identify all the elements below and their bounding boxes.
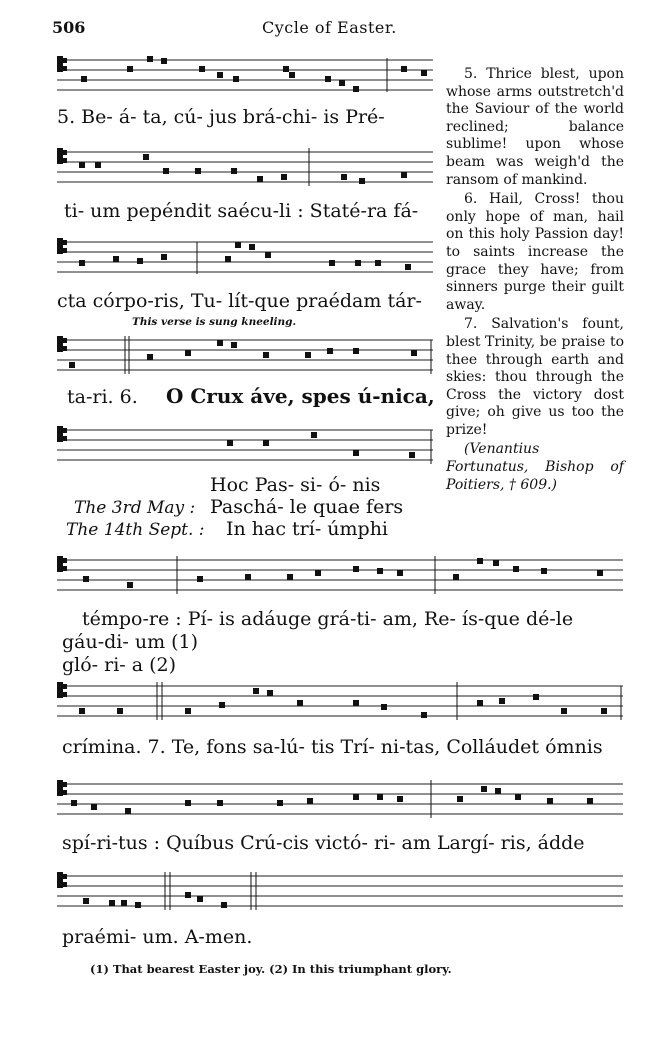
footnote: (1) That bearest Easter joy. (2) In this triumphant glory.	[90, 962, 452, 976]
chant-staff-7	[57, 680, 623, 720]
lyric-line-9: praémi- um. A-men.	[62, 926, 253, 948]
chant-staff-5	[57, 424, 433, 464]
chant-staff-3	[57, 236, 433, 276]
rubric-sept: The 14th Sept. :	[66, 520, 205, 540]
lyric-line-1: 5. Be- á- ta, cú- jus brá-chi- is Pré-	[57, 106, 385, 128]
page-number: 506	[52, 18, 86, 37]
lyric-line-7: crímina. 7. Te, fons sa-lú- tis Trí- ni-tas, Colláudet ómnis	[62, 736, 603, 758]
chant-staff-2	[57, 146, 433, 186]
translation-verse-5: 5. Thrice blest, upon whose arms outstretch'd the Saviour of the world reclined; balance sublime! upon whose beam was weigh'd the ransom of mankind.	[446, 66, 624, 188]
lyric-line-3: cta córpo-ris, Tu- lít-que praédam tár-	[57, 290, 422, 312]
lyric-line-4a: ta-ri. 6.	[67, 386, 138, 408]
translation-attribution: (Venantius Fortunatus, Bishop of Poitiers, † 609.)	[446, 441, 624, 493]
chant-staff-4	[57, 334, 433, 374]
lyric-line-4b: O Crux áve, spes ú-nica,	[166, 384, 435, 408]
lyric-line-5b: Paschá- le quae fers	[210, 496, 404, 518]
translation-verse-7: 7. Salvation's fount, blest Trinity, be praise to thee through earth and skies: thou through the Cross the victory dost give; oh give us too the prize!	[446, 316, 624, 438]
lyric-line-2: ti- um pepéndit saécu-li : Staté-ra fá-	[64, 200, 419, 222]
chant-staff-1	[57, 54, 433, 94]
translation-column	[446, 66, 624, 496]
chant-staff-6	[57, 554, 623, 594]
rubric-kneeling: This verse is sung kneeling.	[132, 316, 297, 328]
lyric-line-6c: gló- ri- a (2)	[62, 654, 177, 676]
rubric-may: The 3rd May :	[74, 498, 196, 518]
lyric-line-5a: Hoc Pas- si- ó- nis	[210, 474, 381, 496]
lyric-line-8: spí-ri-tus : Quíbus Crú-cis victó- ri- am Largí- ris, ádde	[62, 832, 585, 854]
chant-staff-8	[57, 778, 623, 818]
lyric-line-5c: In hac trí- úmphi	[226, 518, 389, 540]
lyric-line-6b: gáu-di- um (1)	[62, 631, 199, 653]
lyric-line-6: témpo-re : Pí- is adáuge grá-ti- am, Re- ís-que dé-le	[82, 608, 574, 630]
running-title: Cycle of Easter.	[262, 18, 397, 37]
chant-staff-9	[57, 870, 623, 910]
translation-verse-6: 6. Hail, Cross! thou only hope of man, hail on this holy Passion day! to saints increase the grace they have; from sinners purge their guilt away.	[446, 191, 624, 313]
